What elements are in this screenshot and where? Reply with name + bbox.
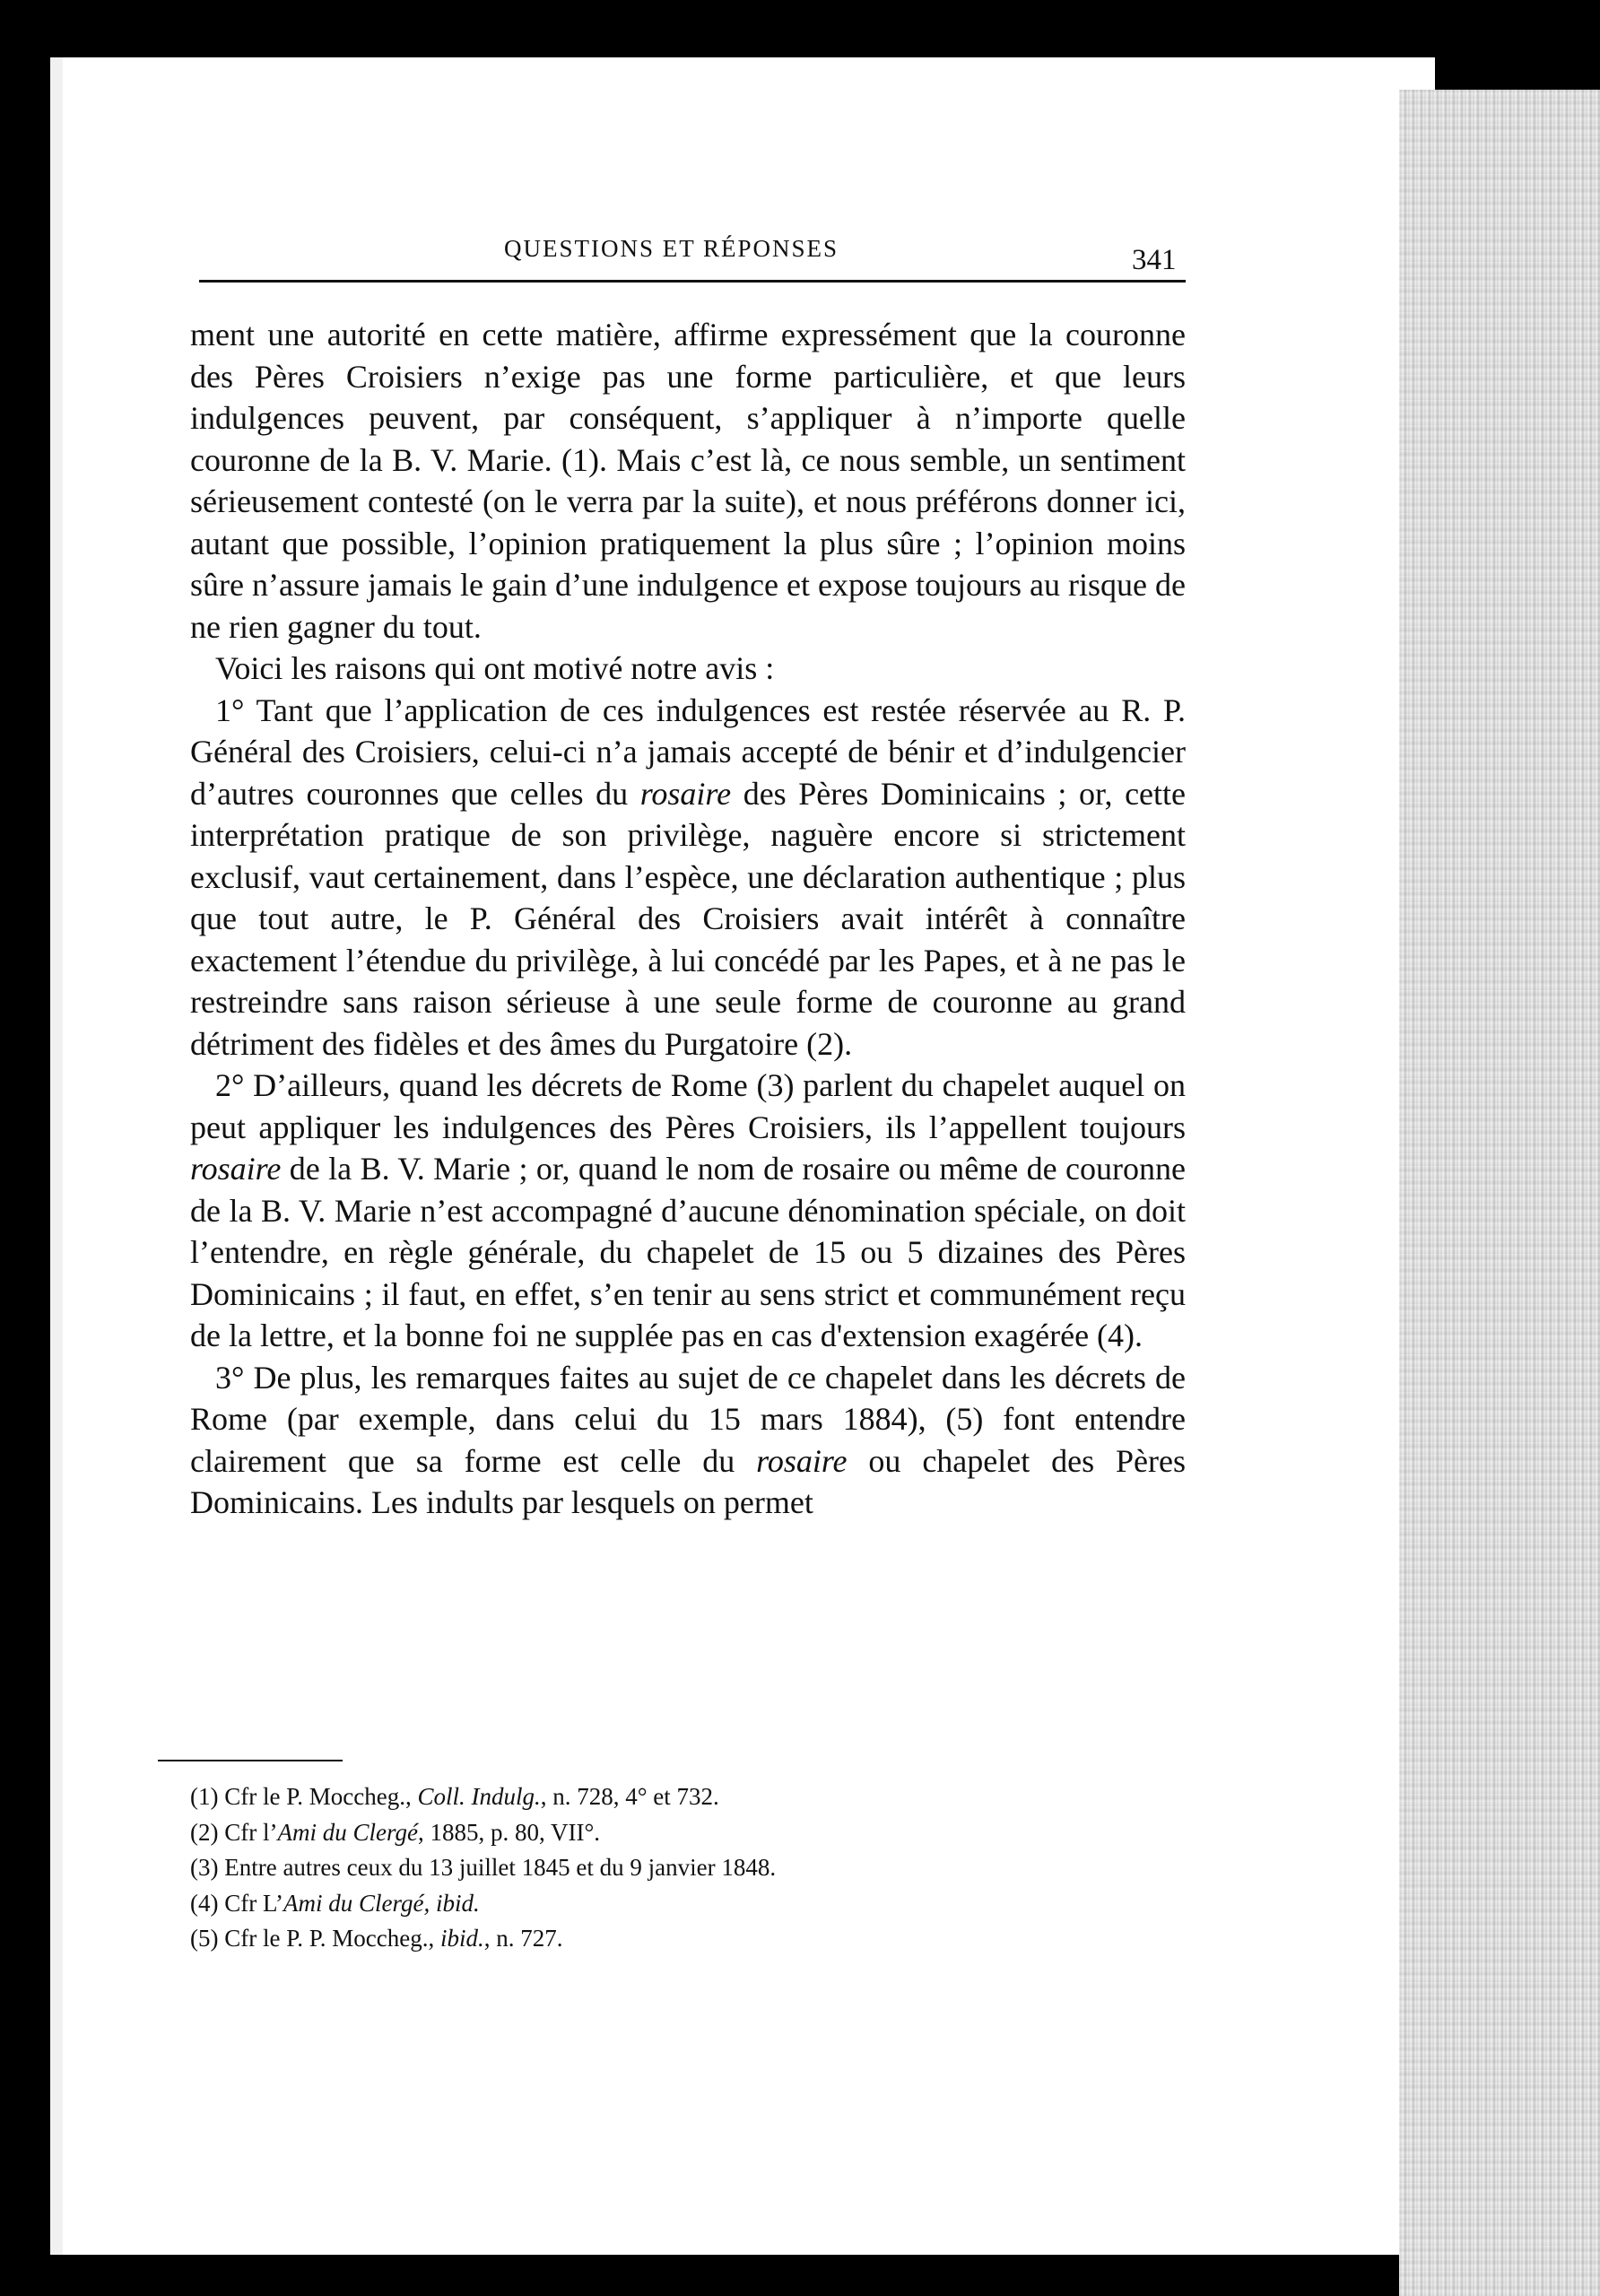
footnote-5-text-a: (5) Cfr le P. P. Moccheg., [190, 1925, 435, 1952]
footnote-4-text-a: (4) Cfr L’ [190, 1889, 283, 1917]
footnote-4-emphasis: Ami du Clergé, ibid. [283, 1889, 480, 1917]
page-number: 341 [1132, 244, 1177, 276]
book-fore-edge [1399, 90, 1600, 2296]
paragraph-5 [190, 1357, 1186, 1524]
paragraph-5-emphasis: rosaire [756, 1442, 848, 1479]
footnotes [190, 1779, 1087, 1957]
footnote-1-text-a: (1) Cfr le P. Moccheg., [190, 1783, 412, 1810]
footnote-4 [190, 1886, 1087, 1922]
footnote-rule [158, 1760, 343, 1761]
paragraph-3-text-b: des Pères Dominicains ; or, cette interprétation pratique de son privilège, naguère encore si strictement exclusif, vaut certainement, dans l’espèce, une déclaration authentique ; plus que tout autre, le P. Général des Croisiers avait intérêt à connaître exactement l’étendue du privilège, à lui concédé par les Papes, et à ne pas le restreindre sans raison sérieuse à une seule forme de couronne au grand détriment des fidèles et des âmes du Purgatoire (2). [190, 775, 1187, 1062]
paragraph-3-text-a: 1° Tant que l’application de ces indulgences est restée réservée au R. P. Général des Croisiers, celui-ci n’a jamais accepté de bénir et d’indulgencier d’autres couronnes que celles du [190, 691, 1186, 812]
footnote-5 [190, 1921, 1087, 1957]
footnote-5-text-b: , n. 727. [483, 1925, 563, 1952]
paragraph-4-text-b: de la B. V. Marie ; or, quand le nom de rosaire ou même de couronne de la B. V. Marie n’est accompagné d’aucune dénomination spéciale, on doit l’entendre, en règle générale, du chapelet de 15 ou 5 dizaines des Pères Dominicains ; il faut, en effet, s’en tenir au sens strict et communément reçu de la lettre, et la bonne foi ne supplée pas en cas d'extension exagérée (4). [190, 1151, 1187, 1353]
paragraph-2: Voici les raisons qui ont motivé notre avis : [215, 650, 775, 686]
paragraph-3 [190, 690, 1186, 1065]
footnote-3: (3) Entre autres ceux du 13 juillet 1845 et du 9 janvier 1848. [190, 1854, 777, 1881]
header-rule [199, 280, 1186, 283]
footnote-1-text-b: , n. 728, 4° et 732. [540, 1783, 719, 1810]
footnote-5-emphasis: ibid. [439, 1925, 484, 1952]
paragraph-4-text-a: 2° D’ailleurs, quand les décrets de Rome (3) parlent du chapelet auquel on peut appliquer les indulgences des Pères Croisiers, ils l’appellent toujours [190, 1067, 1186, 1145]
paragraph-4-emphasis: rosaire [190, 1151, 282, 1187]
footnote-1-emphasis: Coll. Indulg. [417, 1783, 541, 1810]
footnote-2-text-b: , 1885, p. 80, VII°. [417, 1818, 600, 1846]
running-title: QUESTIONS ET RÉPONSES [504, 235, 839, 262]
paragraph-3-emphasis: rosaire [639, 775, 732, 812]
footnote-2-text-a: (2) Cfr l’ [190, 1818, 278, 1846]
footnote-2 [190, 1815, 1087, 1851]
paragraph-5-text-b: ou chapelet des Pères Dominicains. Les indults par lesquels on permet [190, 1442, 1187, 1520]
paragraph-1: ment une autorité en cette matière, affirme expressément que la couronne des Pères Croisiers n’exige pas une forme particulière, et que leurs indulgences peuvent, par conséquent, s’appliquer à n’importe quelle couronne de la B. V. Marie. (1). Mais c’est là, ce nous semble, un sentiment sérieusement contesté (on le verra par la suite), et nous préférons donner ici, autant que possible, l’opinion pratiquement la plus sûre ; l’opinion moins sûre n’assure jamais le gain d’une indulgence et expose toujours au risque de ne rien gagner du tout. [190, 317, 1186, 645]
page-header [199, 235, 1186, 276]
paragraph-4 [190, 1065, 1186, 1357]
paragraph-5-text-a: 3° De plus, les remarques faites au sujet de ce chapelet dans les décrets de Rome (par exemple, dans celui du 15 mars 1884), (5) font entendre clairement que sa forme est celle du [190, 1359, 1186, 1479]
footnote-2-emphasis: Ami du Clergé [277, 1818, 418, 1846]
footnote-1 [190, 1779, 1087, 1815]
page-binding-edge [50, 57, 63, 2255]
body-text [190, 314, 1186, 1524]
